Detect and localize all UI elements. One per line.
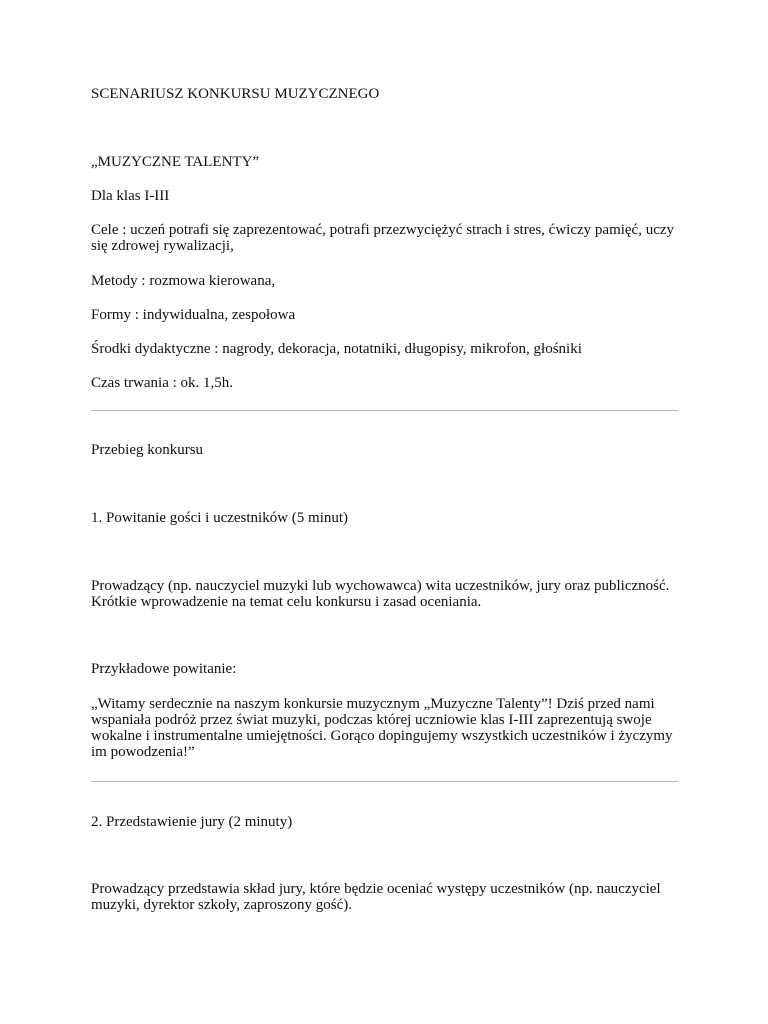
section-1-body: Prowadzący (np. nauczyciel muzyki lub wychowawca) wita uczestników, jury oraz publiczność. Krótkie wprowadzenie na temat celu konkursu i zasad oceniania.: [91, 578, 670, 610]
forms-line: Formy : indywidualna, zespołowa: [91, 307, 296, 323]
greeting-example-text: „Witamy serdecznie na naszym konkursie muzycznym „Muzyczne Talenty”! Dziś przed nami wspaniała podróż przez świat muzyki, podczas której uczniowie klas I-III zaprezentują swoje wokalne i instrumentalne umiejętności. Gorąco dopingujemy wszystkich uczestników i życzymy im powodzenia!”: [91, 696, 673, 760]
section-2-heading: 2. Przedstawienie jury (2 minuty): [91, 814, 293, 830]
greeting-example-label: Przykładowe powitanie:: [91, 661, 237, 677]
horizontal-divider: [91, 781, 678, 782]
section-1-heading: 1. Powitanie gości i uczestników (5 minut): [91, 510, 349, 526]
materials-line: Środki dydaktyczne : nagrody, dekoracja, notatniki, długopisy, mikrofon, głośniki: [91, 341, 582, 357]
duration-line: Czas trwania : ok. 1,5h.: [91, 375, 234, 391]
section-2-body: Prowadzący przedstawia skład jury, które będzie oceniać występy uczestników (np. nauczyciel muzyki, dyrektor szkoły, zaproszony gość).: [91, 881, 661, 913]
goals-paragraph: Cele : uczeń potrafi się zaprezentować, potrafi przezwyciężyć strach i stres, ćwiczy pamięć, uczy się zdrowej rywalizacji,: [91, 222, 675, 254]
horizontal-divider: [91, 410, 678, 411]
audience-line: Dla klas I-III: [91, 188, 170, 204]
methods-line: Metody : rozmowa kierowana,: [91, 273, 276, 289]
document-subtitle: „MUZYCZNE TALENTY”: [91, 154, 260, 170]
document-title: SCENARIUSZ KONKURSU MUZYCZNEGO: [91, 86, 380, 102]
course-heading: Przebieg konkursu: [91, 442, 204, 458]
